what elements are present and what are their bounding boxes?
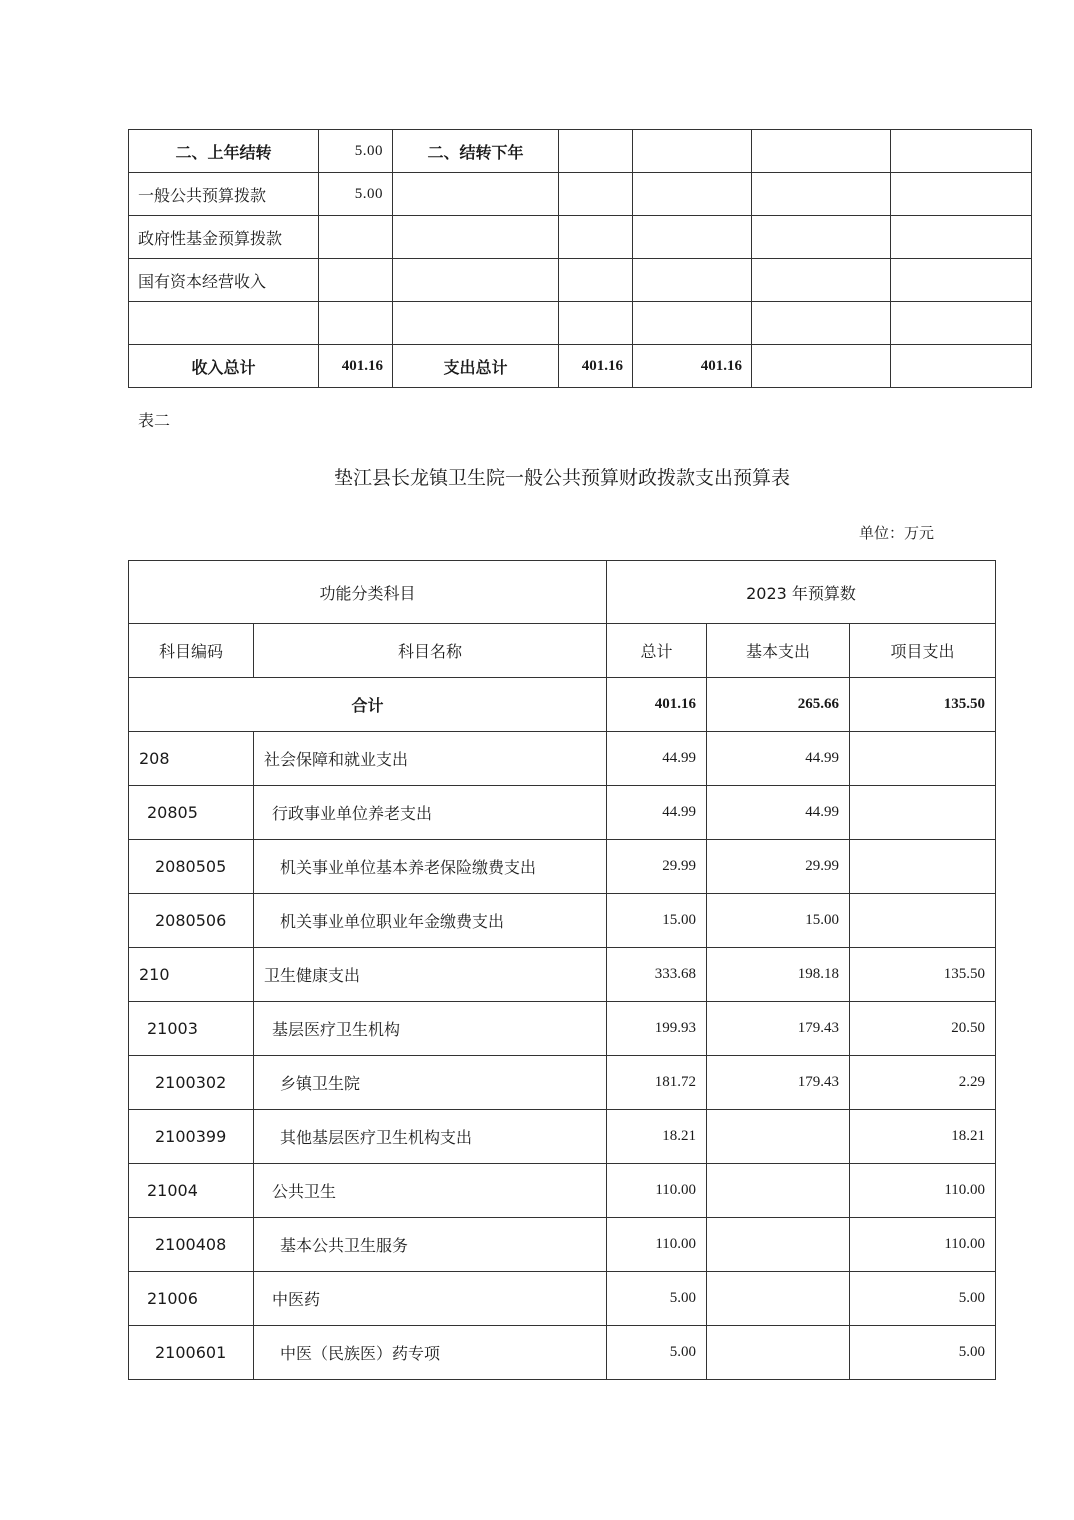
basic-cell: 179.43 — [707, 1002, 850, 1056]
table-cell — [891, 302, 1032, 345]
table-row — [129, 130, 1032, 173]
code-cell: 21003 — [129, 1002, 254, 1056]
code-cell: 2080506 — [129, 894, 254, 948]
total-cell: 18.21 — [607, 1110, 707, 1164]
table-cell — [393, 173, 559, 216]
table-cell — [891, 259, 1032, 302]
code-cell: 20805 — [129, 786, 254, 840]
table-cell — [633, 130, 752, 173]
total-basic: 265.66 — [707, 678, 850, 732]
total-cell: 5.00 — [607, 1272, 707, 1326]
table-cell — [559, 173, 633, 216]
table-cell — [752, 173, 891, 216]
basic-cell: 198.18 — [707, 948, 850, 1002]
header-code: 科目编码 — [129, 624, 254, 678]
table-row — [129, 1272, 996, 1326]
page-title: 垫江县长龙镇卫生院一般公共预算财政拨款支出预算表 — [333, 467, 790, 489]
basic-cell — [707, 1218, 850, 1272]
basic-cell — [707, 1164, 850, 1218]
table-header-row — [129, 561, 996, 624]
table-row — [129, 302, 1032, 345]
name-cell: 其他基层医疗卫生机构支出 — [254, 1110, 607, 1164]
table-cell — [633, 302, 752, 345]
table-cell: 支出总计 — [393, 345, 559, 388]
table-cell — [633, 216, 752, 259]
table-row — [129, 173, 1032, 216]
table-header-row — [129, 624, 996, 678]
code-cell: 210 — [129, 948, 254, 1002]
project-cell: 110.00 — [850, 1164, 996, 1218]
table-row — [129, 216, 1032, 259]
header-total: 总计 — [607, 624, 707, 678]
total-cell: 44.99 — [607, 732, 707, 786]
table-cell — [319, 259, 393, 302]
table-cell — [752, 345, 891, 388]
table-cell — [891, 345, 1032, 388]
table-cell: 政府性基金预算拨款 — [129, 216, 319, 259]
total-cell: 29.99 — [607, 840, 707, 894]
basic-cell — [707, 1272, 850, 1326]
table-cell — [633, 173, 752, 216]
table-cell: 国有资本经营收入 — [129, 259, 319, 302]
table-cell: 二、上年结转 — [129, 130, 319, 173]
table-row — [129, 1002, 996, 1056]
header-basic: 基本支出 — [707, 624, 850, 678]
table-cell — [752, 130, 891, 173]
table-cell — [319, 302, 393, 345]
table-cell — [752, 216, 891, 259]
table-cell — [891, 130, 1032, 173]
table-row — [129, 894, 996, 948]
code-cell: 2100601 — [129, 1326, 254, 1380]
name-cell: 行政事业单位养老支出 — [254, 786, 607, 840]
table-cell: 收入总计 — [129, 345, 319, 388]
table-cell — [752, 259, 891, 302]
project-cell — [850, 786, 996, 840]
table-cell — [393, 259, 559, 302]
table-row — [129, 345, 1032, 388]
basic-cell — [707, 1326, 850, 1380]
total-cell: 333.68 — [607, 948, 707, 1002]
total-cell: 15.00 — [607, 894, 707, 948]
header-project: 项目支出 — [850, 624, 996, 678]
basic-cell: 29.99 — [707, 840, 850, 894]
table-cell — [752, 302, 891, 345]
name-cell: 基层医疗卫生机构 — [254, 1002, 607, 1056]
total-project: 135.50 — [850, 678, 996, 732]
table-cell: 401.16 — [319, 345, 393, 388]
project-cell — [850, 840, 996, 894]
table-cell — [559, 302, 633, 345]
project-cell: 2.29 — [850, 1056, 996, 1110]
total-label: 合计 — [129, 678, 607, 732]
table-cell: 二、结转下年 — [393, 130, 559, 173]
name-cell: 机关事业单位基本养老保险缴费支出 — [254, 840, 607, 894]
basic-cell — [707, 1110, 850, 1164]
project-cell — [850, 732, 996, 786]
project-cell: 135.50 — [850, 948, 996, 1002]
table-cell — [319, 216, 393, 259]
project-cell — [850, 894, 996, 948]
budget-expenditure-table — [128, 560, 996, 1380]
header-name: 科目名称 — [254, 624, 607, 678]
table-row — [129, 948, 996, 1002]
table-cell: 一般公共预算拨款 — [129, 173, 319, 216]
code-cell: 208 — [129, 732, 254, 786]
table-row — [129, 1164, 996, 1218]
name-cell: 中医药 — [254, 1272, 607, 1326]
table-row — [129, 1110, 996, 1164]
table-cell — [891, 216, 1032, 259]
name-cell: 中医（民族医）药专项 — [254, 1326, 607, 1380]
table-cell — [559, 216, 633, 259]
basic-cell: 179.43 — [707, 1056, 850, 1110]
unit-label: 单位：万元 — [859, 524, 935, 542]
basic-cell: 44.99 — [707, 732, 850, 786]
table-cell — [559, 130, 633, 173]
project-cell: 5.00 — [850, 1326, 996, 1380]
name-cell: 社会保障和就业支出 — [254, 732, 607, 786]
total-cell: 199.93 — [607, 1002, 707, 1056]
table-cell — [559, 259, 633, 302]
name-cell: 乡镇卫生院 — [254, 1056, 607, 1110]
name-cell: 公共卫生 — [254, 1164, 607, 1218]
table-row — [129, 840, 996, 894]
table-row — [129, 259, 1032, 302]
code-cell: 2100408 — [129, 1218, 254, 1272]
code-cell: 2100302 — [129, 1056, 254, 1110]
code-cell: 21006 — [129, 1272, 254, 1326]
total-cell: 110.00 — [607, 1164, 707, 1218]
table-row — [129, 1056, 996, 1110]
code-cell: 21004 — [129, 1164, 254, 1218]
table-cell: 5.00 — [319, 173, 393, 216]
table-cell: 401.16 — [633, 345, 752, 388]
table-label: 表二 — [138, 411, 171, 430]
table-row — [129, 1326, 996, 1380]
total-row — [129, 678, 996, 732]
total-value: 401.16 — [607, 678, 707, 732]
basic-cell: 15.00 — [707, 894, 850, 948]
code-cell: 2100399 — [129, 1110, 254, 1164]
project-cell: 110.00 — [850, 1218, 996, 1272]
total-cell: 181.72 — [607, 1056, 707, 1110]
income-expense-table — [128, 129, 1032, 388]
table-cell — [633, 259, 752, 302]
table-row — [129, 786, 996, 840]
total-cell: 5.00 — [607, 1326, 707, 1380]
header-budget-year: 2023 年预算数 — [607, 561, 996, 624]
table-row — [129, 1218, 996, 1272]
code-cell: 2080505 — [129, 840, 254, 894]
table-cell — [393, 216, 559, 259]
table-row — [129, 732, 996, 786]
name-cell: 机关事业单位职业年金缴费支出 — [254, 894, 607, 948]
name-cell: 基本公共卫生服务 — [254, 1218, 607, 1272]
table-cell: 401.16 — [559, 345, 633, 388]
header-functional-category: 功能分类科目 — [129, 561, 607, 624]
table-cell — [129, 302, 319, 345]
table-cell — [393, 302, 559, 345]
table-cell: 5.00 — [319, 130, 393, 173]
table-cell — [891, 173, 1032, 216]
total-cell: 44.99 — [607, 786, 707, 840]
project-cell: 5.00 — [850, 1272, 996, 1326]
project-cell: 20.50 — [850, 1002, 996, 1056]
total-cell: 110.00 — [607, 1218, 707, 1272]
name-cell: 卫生健康支出 — [254, 948, 607, 1002]
basic-cell: 44.99 — [707, 786, 850, 840]
project-cell: 18.21 — [850, 1110, 996, 1164]
